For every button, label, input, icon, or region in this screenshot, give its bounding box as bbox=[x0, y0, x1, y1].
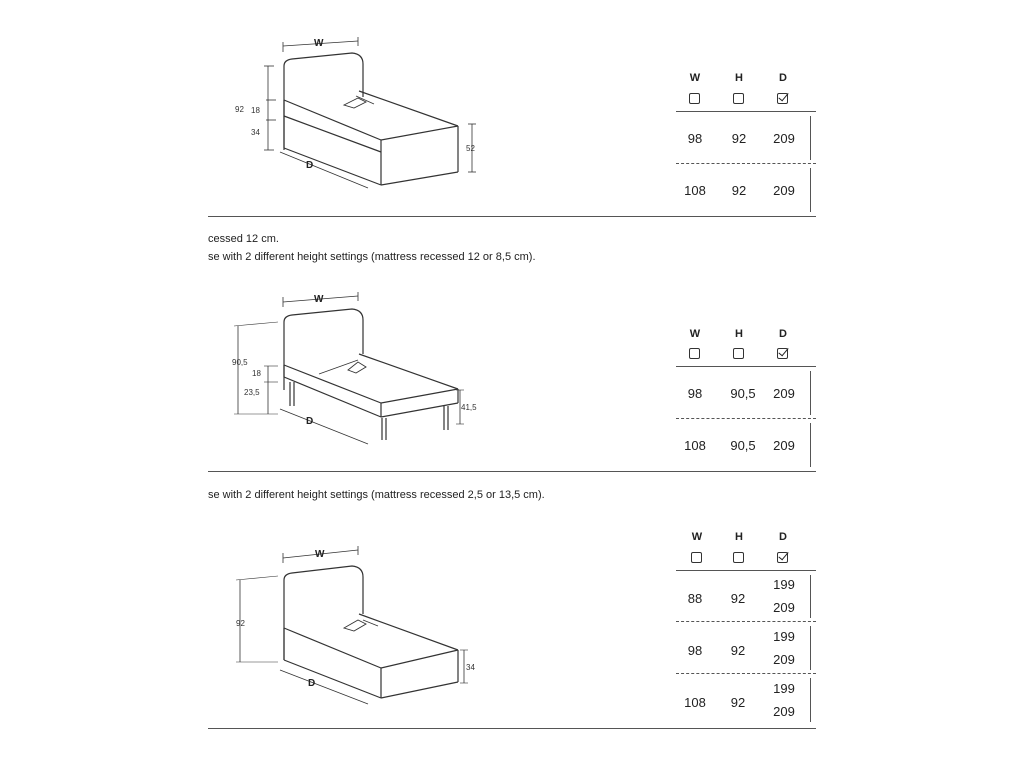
table-divider bbox=[810, 168, 811, 212]
row-3-width: 108 bbox=[684, 695, 706, 710]
dim-d-label: D bbox=[308, 678, 316, 689]
row-separator bbox=[676, 163, 816, 164]
row-1-width: 88 bbox=[687, 591, 703, 606]
table-divider bbox=[810, 116, 811, 160]
dim-side-height: 52 bbox=[466, 144, 475, 153]
row-1-depth-a: 199 bbox=[773, 577, 795, 592]
checkbox-w[interactable] bbox=[689, 348, 700, 359]
dim-upper-height: 18 bbox=[251, 106, 260, 115]
row-separator bbox=[676, 673, 816, 674]
bed-drawing-3 bbox=[208, 500, 508, 715]
header-h: H bbox=[735, 72, 743, 84]
checkbox-w[interactable] bbox=[691, 552, 702, 563]
row-2-depth-b: 209 bbox=[773, 652, 795, 667]
dim-lower-height: 34 bbox=[251, 128, 260, 137]
dimensions-table-3 bbox=[676, 500, 816, 730]
row-3-depth-b: 209 bbox=[773, 704, 795, 719]
bed-section-1 bbox=[208, 0, 816, 217]
checkbox-d[interactable] bbox=[777, 93, 788, 104]
row-2-width: 108 bbox=[684, 183, 706, 198]
row-3-depth-a: 199 bbox=[773, 681, 795, 696]
header-d: D bbox=[779, 72, 787, 84]
row-1-height: 92 bbox=[731, 131, 747, 146]
note-1: cessed 12 cm. bbox=[208, 233, 279, 245]
dim-w-label: W bbox=[314, 294, 324, 305]
header-w: W bbox=[689, 72, 701, 84]
row-1-width: 98 bbox=[687, 131, 703, 146]
checkbox-h[interactable] bbox=[733, 93, 744, 104]
row-1-depth: 209 bbox=[773, 386, 795, 401]
row-2-depth: 209 bbox=[773, 183, 795, 198]
row-1-width: 98 bbox=[687, 386, 703, 401]
checkbox-d[interactable] bbox=[777, 348, 788, 359]
dimensions-table-2 bbox=[676, 272, 816, 472]
row-3-height: 92 bbox=[730, 695, 746, 710]
header-d: D bbox=[779, 531, 787, 543]
dimensions-table-1 bbox=[676, 0, 816, 217]
dim-total-height: 92 bbox=[235, 105, 244, 114]
checkbox-h[interactable] bbox=[733, 348, 744, 359]
table-rule bbox=[676, 366, 816, 367]
row-1-height: 92 bbox=[730, 591, 746, 606]
section-bottom-rule bbox=[208, 216, 816, 217]
dim-side-height: 41,5 bbox=[461, 403, 477, 412]
row-1-height: 90,5 bbox=[730, 386, 756, 401]
header-w: W bbox=[689, 328, 701, 340]
header-d: D bbox=[779, 328, 787, 340]
row-1-depth: 209 bbox=[773, 131, 795, 146]
dim-upper-height: 18 bbox=[252, 369, 261, 378]
dim-w-label: W bbox=[315, 549, 325, 560]
dim-total-height: 90,5 bbox=[232, 358, 248, 367]
checkbox-d[interactable] bbox=[777, 552, 788, 563]
section-bottom-rule bbox=[208, 728, 816, 729]
table-divider bbox=[810, 423, 811, 467]
row-2-width: 108 bbox=[684, 438, 706, 453]
bed-drawing-2 bbox=[208, 272, 508, 457]
dim-side-height: 34 bbox=[466, 663, 475, 672]
table-rule bbox=[676, 111, 816, 112]
dim-d-label: D bbox=[306, 160, 314, 171]
table-divider bbox=[810, 626, 811, 670]
note-2: se with 2 different height settings (mattress recessed 12 or 8,5 cm). bbox=[208, 251, 536, 263]
dim-total-height: 92 bbox=[236, 619, 245, 628]
row-2-height: 92 bbox=[731, 183, 747, 198]
row-2-width: 98 bbox=[687, 643, 703, 658]
section-bottom-rule bbox=[208, 471, 816, 472]
row-2-depth-a: 199 bbox=[773, 629, 795, 644]
table-divider bbox=[810, 371, 811, 415]
dim-lower-height: 23,5 bbox=[244, 388, 260, 397]
dim-d-label: D bbox=[306, 416, 314, 427]
table-divider bbox=[810, 678, 811, 722]
checkbox-w[interactable] bbox=[689, 93, 700, 104]
table-rule bbox=[676, 570, 816, 571]
header-w: W bbox=[691, 531, 703, 543]
checkbox-h[interactable] bbox=[733, 552, 744, 563]
note-3: se with 2 different height settings (mattress recessed 2,5 or 13,5 cm). bbox=[208, 489, 545, 501]
bed-section-2 bbox=[208, 272, 816, 472]
row-2-height: 92 bbox=[730, 643, 746, 658]
row-1-depth-b: 209 bbox=[773, 600, 795, 615]
header-h: H bbox=[735, 531, 743, 543]
dim-w-label: W bbox=[314, 38, 324, 49]
table-divider bbox=[810, 575, 811, 618]
bed-drawing-1 bbox=[208, 0, 508, 205]
row-2-depth: 209 bbox=[773, 438, 795, 453]
bed-section-3 bbox=[208, 500, 816, 730]
header-h: H bbox=[735, 328, 743, 340]
row-separator bbox=[676, 418, 816, 419]
row-separator bbox=[676, 621, 816, 622]
row-2-height: 90,5 bbox=[730, 438, 756, 453]
